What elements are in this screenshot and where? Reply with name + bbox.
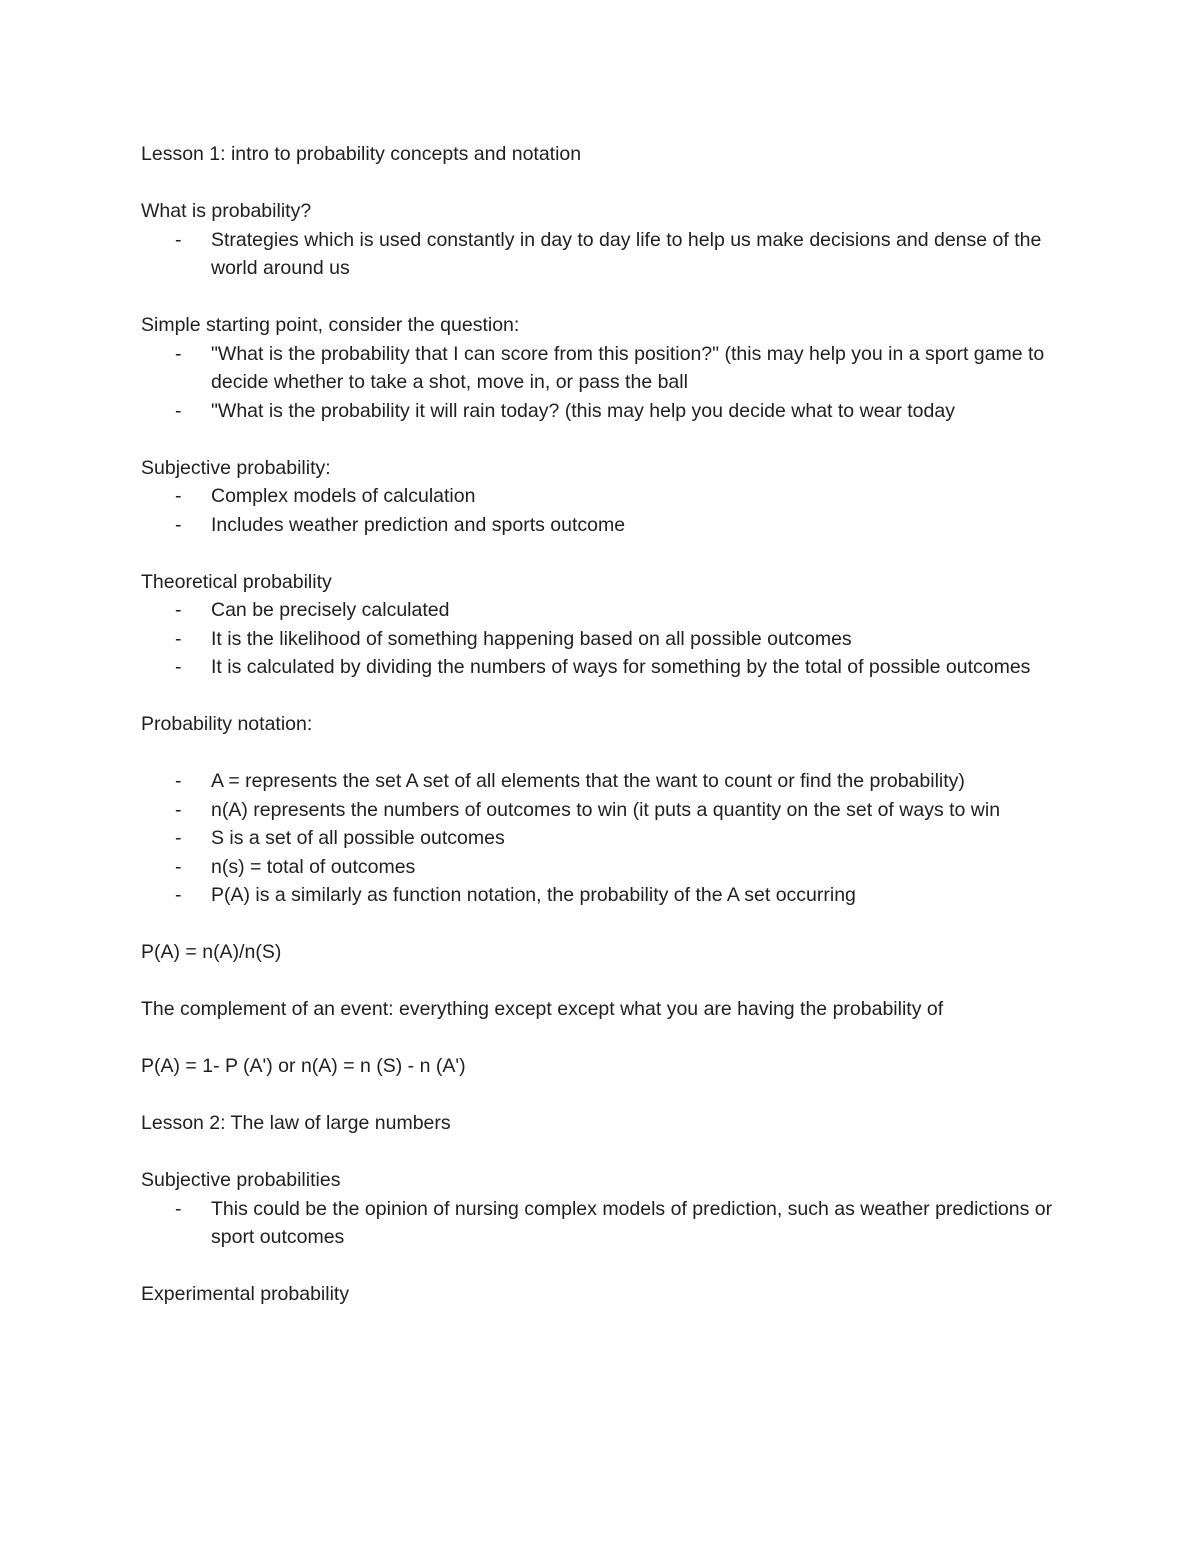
list-item-text: "What is the probability that I can score from this position?" (this may help you in a sport game to decide whether to take a shot, move in, or pass the ball <box>211 342 1045 393</box>
list-item <box>141 881 1061 910</box>
blank-line <box>141 169 1061 198</box>
blank-line <box>141 425 1061 454</box>
list-item <box>141 226 1061 283</box>
bullet-dash: - <box>175 599 182 621</box>
list-item-text: Strategies which is used constantly in day to day life to help us make decisions and dense of the world around us <box>211 228 1042 279</box>
list-item-text: P(A) is a similarly as function notation, the probability of the A set occurring <box>211 884 856 906</box>
bullet-dash: - <box>175 627 182 650</box>
blank-line <box>141 1252 1061 1281</box>
list-item-text: Complex models of calculation <box>211 485 476 507</box>
blank-line <box>141 1081 1061 1110</box>
list-item <box>141 824 1061 853</box>
bullet-list <box>141 596 1061 682</box>
blank-line <box>141 539 1061 568</box>
paragraph: P(A) = 1- P (A') or n(A) = n (S) - n (A') <box>141 1055 466 1077</box>
blank-line <box>141 967 1061 996</box>
bullet-list <box>141 767 1061 910</box>
bullet-dash: - <box>175 342 182 365</box>
list-item <box>141 482 1061 511</box>
paragraph: Lesson 2: The law of large numbers <box>141 1112 451 1134</box>
bullet-list <box>141 226 1061 283</box>
list-item-text: "What is the probability it will rain today? (this may help you decide what to wear today <box>211 399 955 422</box>
list-item <box>141 1195 1061 1252</box>
list-item <box>141 653 1061 682</box>
blank-line <box>141 283 1061 312</box>
blank-line <box>141 1138 1061 1167</box>
bullet-dash: - <box>175 228 182 251</box>
bullet-dash: - <box>175 485 182 507</box>
paragraph: Simple starting point, consider the question: <box>141 314 520 336</box>
blank-line <box>141 1024 1061 1053</box>
list-item-text: S is a set of all possible outcomes <box>211 827 505 849</box>
paragraph: Probability notation: <box>141 713 313 735</box>
paragraph: Lesson 1: intro to probability concepts and notation <box>141 143 582 165</box>
list-item-text: This could be the opinion of nursing complex models of prediction, such as weather predictions or sport outcomes <box>211 1197 1053 1248</box>
bullet-dash: - <box>175 656 182 678</box>
bullet-list <box>141 340 1061 426</box>
document-body <box>141 140 1061 1309</box>
paragraph: P(A) = n(A)/n(S) <box>141 941 282 963</box>
bullet-dash: - <box>175 513 182 536</box>
paragraph: Subjective probabilities <box>141 1169 341 1191</box>
list-item-text: n(s) = total of outcomes <box>211 855 416 878</box>
list-item <box>141 853 1061 882</box>
list-item <box>141 511 1061 540</box>
paragraph: The complement of an event: everything except except what you are having the probability of <box>141 998 944 1020</box>
list-item <box>141 625 1061 654</box>
list-item-text: It is the likelihood of something happening based on all possible outcomes <box>211 627 852 650</box>
bullet-dash: - <box>175 770 182 792</box>
list-item-text: It is calculated by dividing the numbers of ways for something by the total of possible outcomes <box>211 656 1031 678</box>
paragraph: What is probability? <box>141 200 312 222</box>
list-item <box>141 596 1061 625</box>
bullet-list <box>141 482 1061 539</box>
list-item <box>141 796 1061 825</box>
bullet-dash: - <box>175 399 182 422</box>
list-item-text: Can be precisely calculated <box>211 599 450 621</box>
list-item <box>141 397 1061 426</box>
bullet-dash: - <box>175 827 182 849</box>
blank-line <box>141 682 1061 711</box>
list-item-text: A = represents the set A set of all elements that the want to count or find the probability) <box>211 770 965 792</box>
bullet-dash: - <box>175 855 182 878</box>
list-item <box>141 767 1061 796</box>
blank-line <box>141 910 1061 939</box>
paragraph: Subjective probability: <box>141 456 331 479</box>
blank-line <box>141 739 1061 768</box>
bullet-dash: - <box>175 884 182 906</box>
paragraph: Theoretical probability <box>141 570 332 593</box>
bullet-list <box>141 1195 1061 1252</box>
bullet-dash: - <box>175 798 182 821</box>
list-item-text: Includes weather prediction and sports outcome <box>211 513 626 536</box>
paragraph: Experimental probability <box>141 1283 350 1305</box>
bullet-dash: - <box>175 1197 182 1220</box>
list-item <box>141 340 1061 397</box>
list-item-text: n(A) represents the numbers of outcomes to win (it puts a quantity on the set of ways to win <box>211 798 1001 821</box>
